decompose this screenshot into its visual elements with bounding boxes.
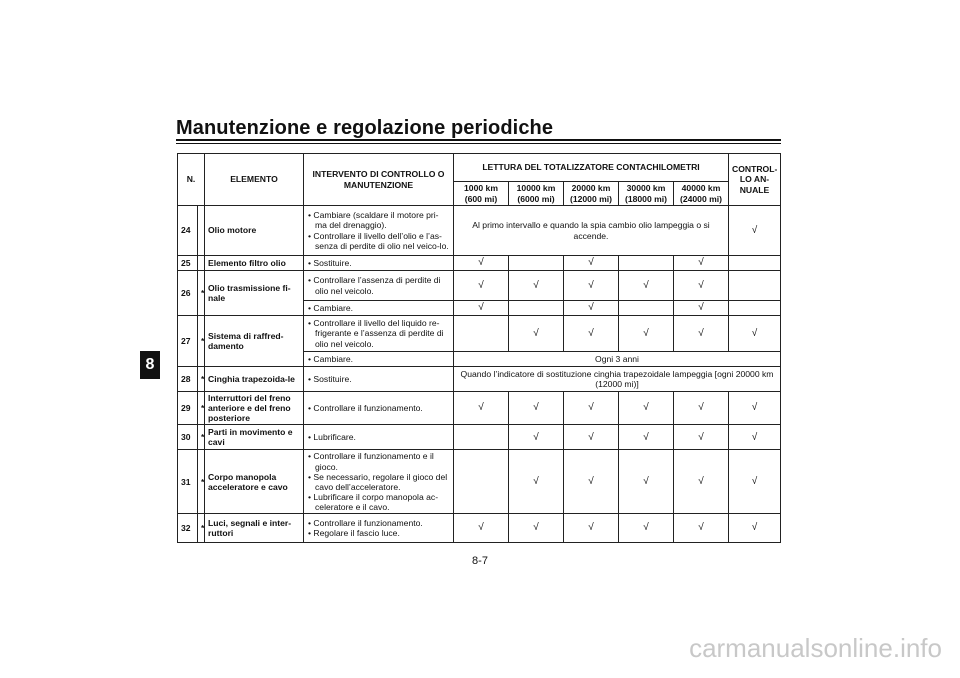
row-element: Luci, segnali e inter-ruttori [205, 514, 304, 543]
row-number: 25 [178, 256, 198, 271]
check-cell: √ [509, 425, 564, 450]
action-line: • Controllare l’assenza di perdite di olio nel veicolo. [308, 275, 441, 296]
header-km-5 [674, 182, 729, 206]
maintenance-table [177, 153, 781, 543]
check-cell: √ [674, 256, 729, 271]
action-line: • Cambiare (scaldare il motore pri-ma del drenaggio). [308, 210, 439, 231]
annual-check: √ [729, 425, 781, 450]
row-number: 27 [178, 316, 198, 367]
row-action [304, 514, 454, 543]
row-star: * [198, 316, 205, 367]
header-action: INTERVENTO DI CONTROLLO O MANUTENZIONE [304, 154, 454, 206]
row-action [304, 352, 454, 367]
header-km-value: 1000 km [464, 183, 498, 194]
check-cell: √ [564, 316, 619, 352]
check-cell: √ [674, 271, 729, 301]
action-line: • Cambiare. [308, 302, 354, 313]
row-star: * [198, 514, 205, 543]
row-number: 30 [178, 425, 198, 450]
check-cell: √ [454, 271, 509, 301]
check-cell: √ [564, 450, 619, 514]
check-cell: √ [619, 392, 674, 425]
row-number: 26 [178, 271, 198, 316]
check-cell [454, 316, 509, 352]
check-cell: √ [564, 425, 619, 450]
annual-check: √ [729, 514, 781, 543]
page-title: Manutenzione e regolazione periodiche [176, 117, 554, 139]
row-action [304, 256, 454, 271]
action-line: • Lubrificare. [308, 432, 356, 443]
row-action [304, 425, 454, 450]
action-line: • Se necessario, regolare il gioco del cavo dell’acceleratore. [308, 471, 448, 492]
check-cell: √ [619, 271, 674, 301]
row-star [198, 256, 205, 271]
interval-text: Al primo intervallo e quando la spia cambio olio lampeggia o si accende. [454, 206, 729, 256]
annual-check [729, 301, 781, 316]
action-line: • Controllare il livello dell’olio e l’as-senza di perdite di olio nel veico-lo. [308, 230, 449, 251]
check-cell: √ [674, 316, 729, 352]
check-cell: √ [454, 514, 509, 543]
table-row [178, 367, 781, 392]
row-action [304, 392, 454, 425]
check-cell: √ [674, 450, 729, 514]
row-star: * [198, 392, 205, 425]
row-action [304, 450, 454, 514]
annual-check: √ [729, 206, 781, 256]
header-km-value: 20000 km [571, 183, 611, 194]
page-number: 8-7 [472, 555, 488, 567]
check-cell: √ [674, 301, 729, 316]
header-km-miles: (18000 mi) [624, 193, 668, 204]
annual-check [729, 256, 781, 271]
check-cell: √ [509, 316, 564, 352]
header-element: ELEMENTO [205, 154, 304, 206]
title-rule-thin [176, 143, 781, 144]
header-km-3 [564, 182, 619, 206]
row-number: 31 [178, 450, 198, 514]
row-star: * [198, 425, 205, 450]
watermark: carmanualsonline.info [689, 633, 942, 663]
check-cell: √ [564, 301, 619, 316]
table-row [178, 316, 781, 352]
table-row [178, 392, 781, 425]
row-element: Parti in movimento e cavi [205, 425, 304, 450]
check-cell: √ [509, 514, 564, 543]
header-km-1 [454, 182, 509, 206]
action-line: • Cambiare. [308, 353, 354, 364]
row-star: * [198, 367, 205, 392]
check-cell [619, 256, 674, 271]
check-cell: √ [674, 392, 729, 425]
check-cell: √ [674, 425, 729, 450]
action-line: • Controllare il funzionamento e il gioco. [308, 451, 434, 472]
header-km-2 [509, 182, 564, 206]
check-cell: √ [454, 256, 509, 271]
header-km-4 [619, 182, 674, 206]
row-action [304, 206, 454, 256]
row-number: 29 [178, 392, 198, 425]
row-action [304, 301, 454, 316]
row-action [304, 271, 454, 301]
action-line: • Lubrificare il corpo manopola ac-celeratore e il cavo. [308, 491, 439, 513]
row-element: Olio trasmissione fi-nale [205, 271, 304, 316]
check-cell [509, 256, 564, 271]
chapter-tab: 8 [140, 351, 160, 379]
row-element: Corpo manopola acceleratore e cavo [205, 450, 304, 514]
row-action [304, 316, 454, 352]
check-cell: √ [619, 450, 674, 514]
row-element: Elemento filtro olio [205, 256, 304, 271]
table-row [178, 256, 781, 271]
table-row [178, 206, 781, 256]
header-odometer: LETTURA DEL TOTALIZZATORE CONTACHILOMETRI [454, 154, 729, 182]
title-rule-thick [176, 139, 781, 141]
header-no: N. [178, 154, 205, 206]
table-row [178, 271, 781, 301]
header-km-miles: (600 mi) [464, 193, 498, 204]
check-cell: √ [564, 514, 619, 543]
row-star: * [198, 271, 205, 316]
table-row [178, 450, 781, 514]
row-number: 24 [178, 206, 198, 256]
check-cell: √ [454, 392, 509, 425]
annual-check [729, 271, 781, 301]
annual-check: √ [729, 450, 781, 514]
row-number: 28 [178, 367, 198, 392]
annual-check: √ [729, 392, 781, 425]
annual-check: √ [729, 316, 781, 352]
interval-text: Quando l’indicatore di sostituzione cinghia trapezoidale lampeggia [ogni 20000 km (12000 mi)] [454, 367, 781, 392]
interval-text: Ogni 3 anni [454, 352, 781, 367]
action-line: • Sostituire. [308, 257, 352, 268]
header-km-miles: (24000 mi) [679, 193, 723, 204]
row-number: 32 [178, 514, 198, 543]
check-cell [619, 301, 674, 316]
check-cell: √ [509, 392, 564, 425]
row-action [304, 367, 454, 392]
header-km-miles: (6000 mi) [517, 193, 555, 204]
check-cell [454, 450, 509, 514]
row-element: Olio motore [205, 206, 304, 256]
header-km-value: 30000 km [626, 183, 666, 194]
header-km-value: 10000 km [516, 183, 556, 194]
action-line: • Sostituire. [308, 373, 352, 384]
table-row [178, 425, 781, 450]
check-cell: √ [509, 271, 564, 301]
header-km-miles: (12000 mi) [569, 193, 613, 204]
check-cell: √ [564, 392, 619, 425]
check-cell: √ [619, 425, 674, 450]
action-line: • Regolare il fascio luce. [308, 528, 400, 539]
action-line: • Controllare il funzionamento. [308, 403, 423, 414]
check-cell: √ [564, 271, 619, 301]
action-line: • Controllare il funzionamento. [308, 518, 423, 529]
action-line: • Controllare il livello del liquido re-frigerante e l’assenza di perdite di olio nel veicolo. [308, 318, 444, 349]
row-star: * [198, 450, 205, 514]
check-cell [454, 425, 509, 450]
row-star [198, 206, 205, 256]
check-cell: √ [674, 514, 729, 543]
check-cell [509, 301, 564, 316]
check-cell: √ [619, 514, 674, 543]
check-cell: √ [564, 256, 619, 271]
header-km-value: 40000 km [681, 183, 721, 194]
check-cell: √ [454, 301, 509, 316]
row-element: Sistema di raffred-damento [205, 316, 304, 367]
row-element: Cinghia trapezoida-le [205, 367, 304, 392]
table-row [178, 514, 781, 543]
check-cell: √ [619, 316, 674, 352]
check-cell: √ [509, 450, 564, 514]
row-element: Interruttori del freno anteriore e del freno posteriore [205, 392, 304, 425]
header-annual: CONTROL-LO AN-NUALE [729, 154, 781, 206]
